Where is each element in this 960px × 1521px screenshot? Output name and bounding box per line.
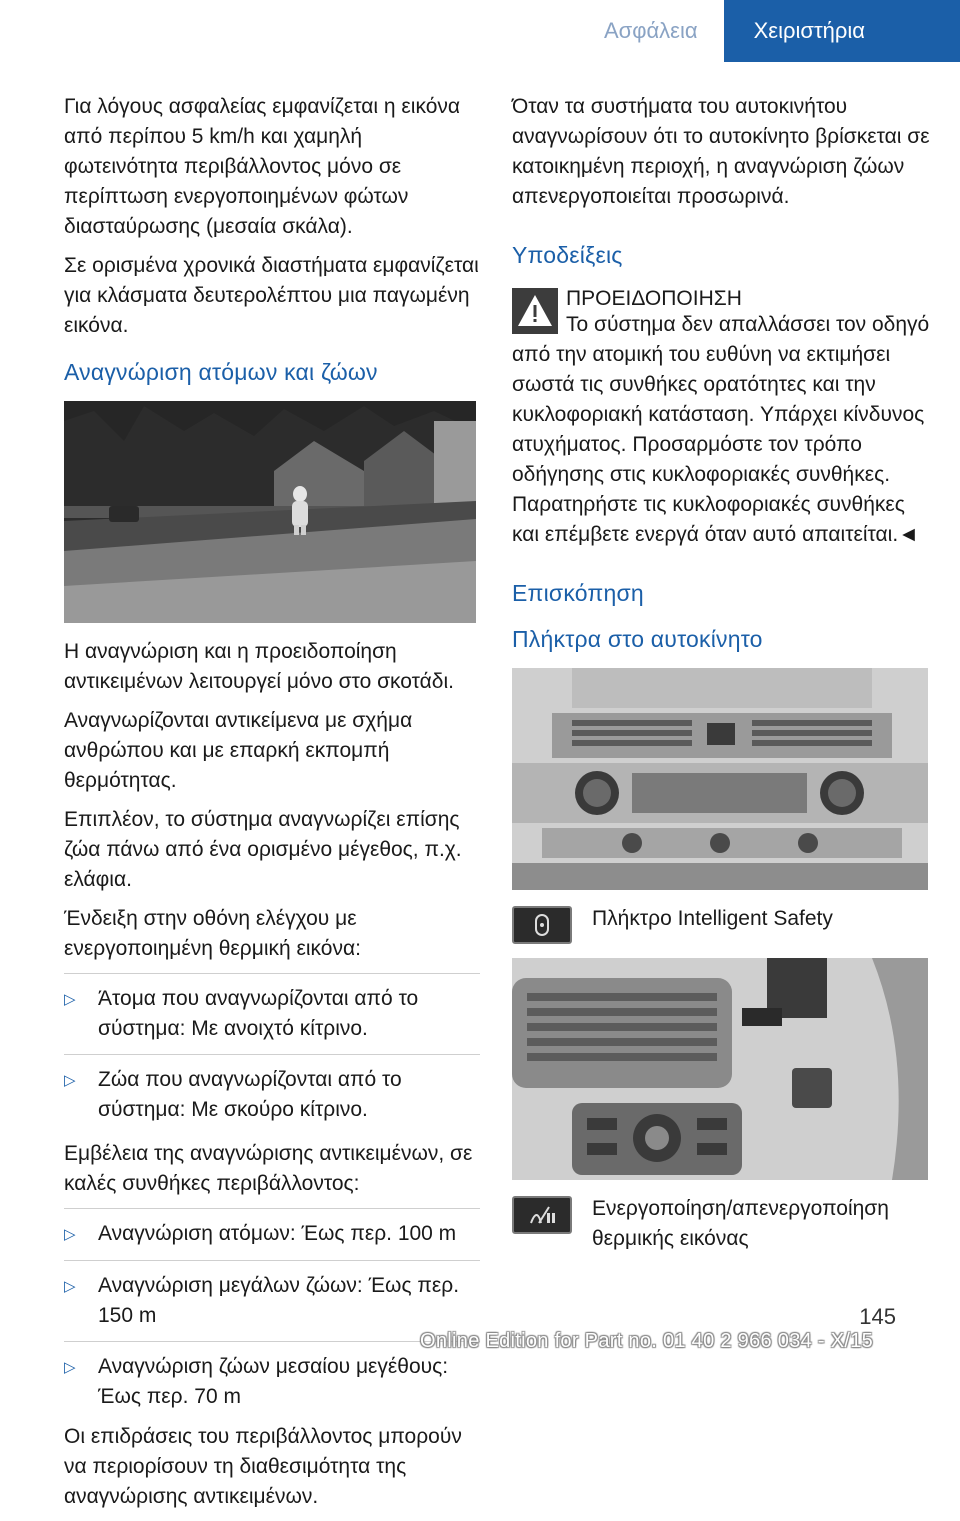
list-item-text: Άτομα που αναγνωρίζονται από το σύστημα: Με ανοιχτό κίτρινο. [98, 987, 419, 1040]
paragraph: Για λόγους ασφαλείας εμφανίζεται η εικόνα από περίπου 5 km/h και χαμηλή φωτεινότητα περιβάλλοντος μόνο σε περίπτωση ενεργοποιημένων φώτων διασταύρωσης (μεσαία σκάλα). [64, 95, 461, 238]
page-number: 145 [859, 1304, 896, 1329]
paragraph: Αναγνωρίζονται αντικείμενα με σχήμα ανθρώπου και με επαρκή εκπομπή θερμότητας. [64, 709, 413, 792]
button-label: Ενεργοποίηση/απενεργοποίηση θερμικής εικόνας [592, 1197, 889, 1250]
button-legend-row [512, 904, 932, 944]
warning-title: ΠΡΟΕΙΔΟΠΟΙΗΣΗ [566, 287, 742, 310]
list-item-text: Αναγνώριση ζώων μεσαίου μεγέθους: Έως περ. 70 m [98, 1355, 449, 1408]
divider [64, 973, 480, 974]
steering-area-illustration [512, 958, 928, 1180]
right-column [512, 92, 932, 1268]
paragraph: Επιπλέον, το σύστημα αναγνωρίζει επίσης ζώα πάνω από ένα ορισμένο μέγεθος, π.χ. ελάφια. [64, 808, 462, 891]
list-item [64, 1219, 480, 1250]
button-legend-row [512, 1194, 932, 1254]
list-item-text: Ζώα που αναγνωρίζονται από το σύστημα: Με σκούρο κίτρινο. [98, 1068, 402, 1121]
left-column [64, 92, 480, 1521]
divider [64, 1208, 480, 1209]
triangle-bullet-icon: ▷ [64, 991, 76, 1008]
center-console-illustration [512, 668, 928, 890]
section-tab: Ασφάλεια [578, 0, 724, 62]
night-vision-scene [64, 401, 476, 623]
heading-notes: Υποδείξεις [512, 242, 623, 268]
heading-buttons: Πλήκτρα στο αυτοκίνητο [512, 626, 763, 652]
chapter-tab: Χειριστήρια [724, 0, 960, 62]
steering-area-image [512, 958, 928, 1180]
list-item [64, 1271, 480, 1331]
triangle-bullet-icon: ▷ [64, 1072, 76, 1089]
divider [64, 1054, 480, 1055]
dashboard-center-console-image [512, 668, 928, 890]
divider [64, 1260, 480, 1261]
paragraph: Ένδειξη στην οθόνη ελέγχου με ενεργοποιημένη θερμική εικόνα: [64, 907, 361, 960]
button-label: Πλήκτρο Intelligent Safety [592, 907, 833, 930]
paragraph: Σε ορισμένα χρονικά διαστήματα εμφανίζεται για κλάσματα δευτερολέπτου μια παγωμένη εικόνα. [64, 254, 479, 337]
paragraph: Οι επιδράσεις του περιβάλλοντος μπορούν να περιορίσουν τη διαθεσιμότητα της αναγνώρισης αντικειμένων. [64, 1425, 462, 1508]
list-item [64, 1352, 480, 1412]
list-item-text: Αναγνώριση ατόμων: Έως περ. 100 m [98, 1222, 457, 1245]
footer-edition: Online Edition for Part no. 01 40 2 966 034 - X/15 [420, 1330, 874, 1352]
triangle-bullet-icon: ▷ [64, 1226, 76, 1243]
heading-overview: Επισκόπηση [512, 580, 644, 606]
intelligent-safety-icon [512, 906, 572, 944]
page-header [578, 0, 960, 62]
thermal-image-icon [512, 1196, 572, 1234]
warning-triangle-icon [512, 288, 558, 334]
list-item-text: Αναγνώριση μεγάλων ζώων: Έως περ. 150 m [98, 1274, 460, 1327]
paragraph: Εμβέλεια της αναγνώρισης αντικειμένων, σε καλές συνθήκες περιβάλλοντος: [64, 1142, 473, 1195]
triangle-bullet-icon: ▷ [64, 1359, 76, 1376]
paragraph: Η αναγνώριση και η προειδοποίηση αντικειμένων λειτουργεί μόνο στο σκοτάδι. [64, 640, 454, 693]
night-vision-image [64, 401, 476, 623]
triangle-bullet-icon: ▷ [64, 1278, 76, 1295]
divider [64, 1341, 480, 1342]
list-item [64, 984, 480, 1044]
list-item [64, 1065, 480, 1125]
heading-detection: Αναγνώριση ατόμων και ζώων [64, 359, 378, 385]
paragraph: Όταν τα συστήματα του αυτοκινήτου αναγνωρίσουν ότι το αυτοκίνητο βρίσκεται σε κατοικημένη περιοχή, η αναγνώριση ζώων απενεργοποιείται προσωρινά. [512, 95, 930, 208]
warning-text: Το σύστημα δεν απαλλάσσει τον οδηγό από την ατομική του ευθύνη να εκτιμήσει σωστά τις συνθήκες ορατότητες και την κυκλοφοριακή κατάσταση. Υπάρχει κίνδυνος ατυχήματος. Προσαρμόστε τον τρόπο οδήγησης στις κυκλοφοριακές συνθήκες. Παρατηρήστε τις κυκλοφοριακές συνθήκες και επέμβετε ενεργά όταν αυτό απαιτείται.◄ [512, 313, 930, 546]
